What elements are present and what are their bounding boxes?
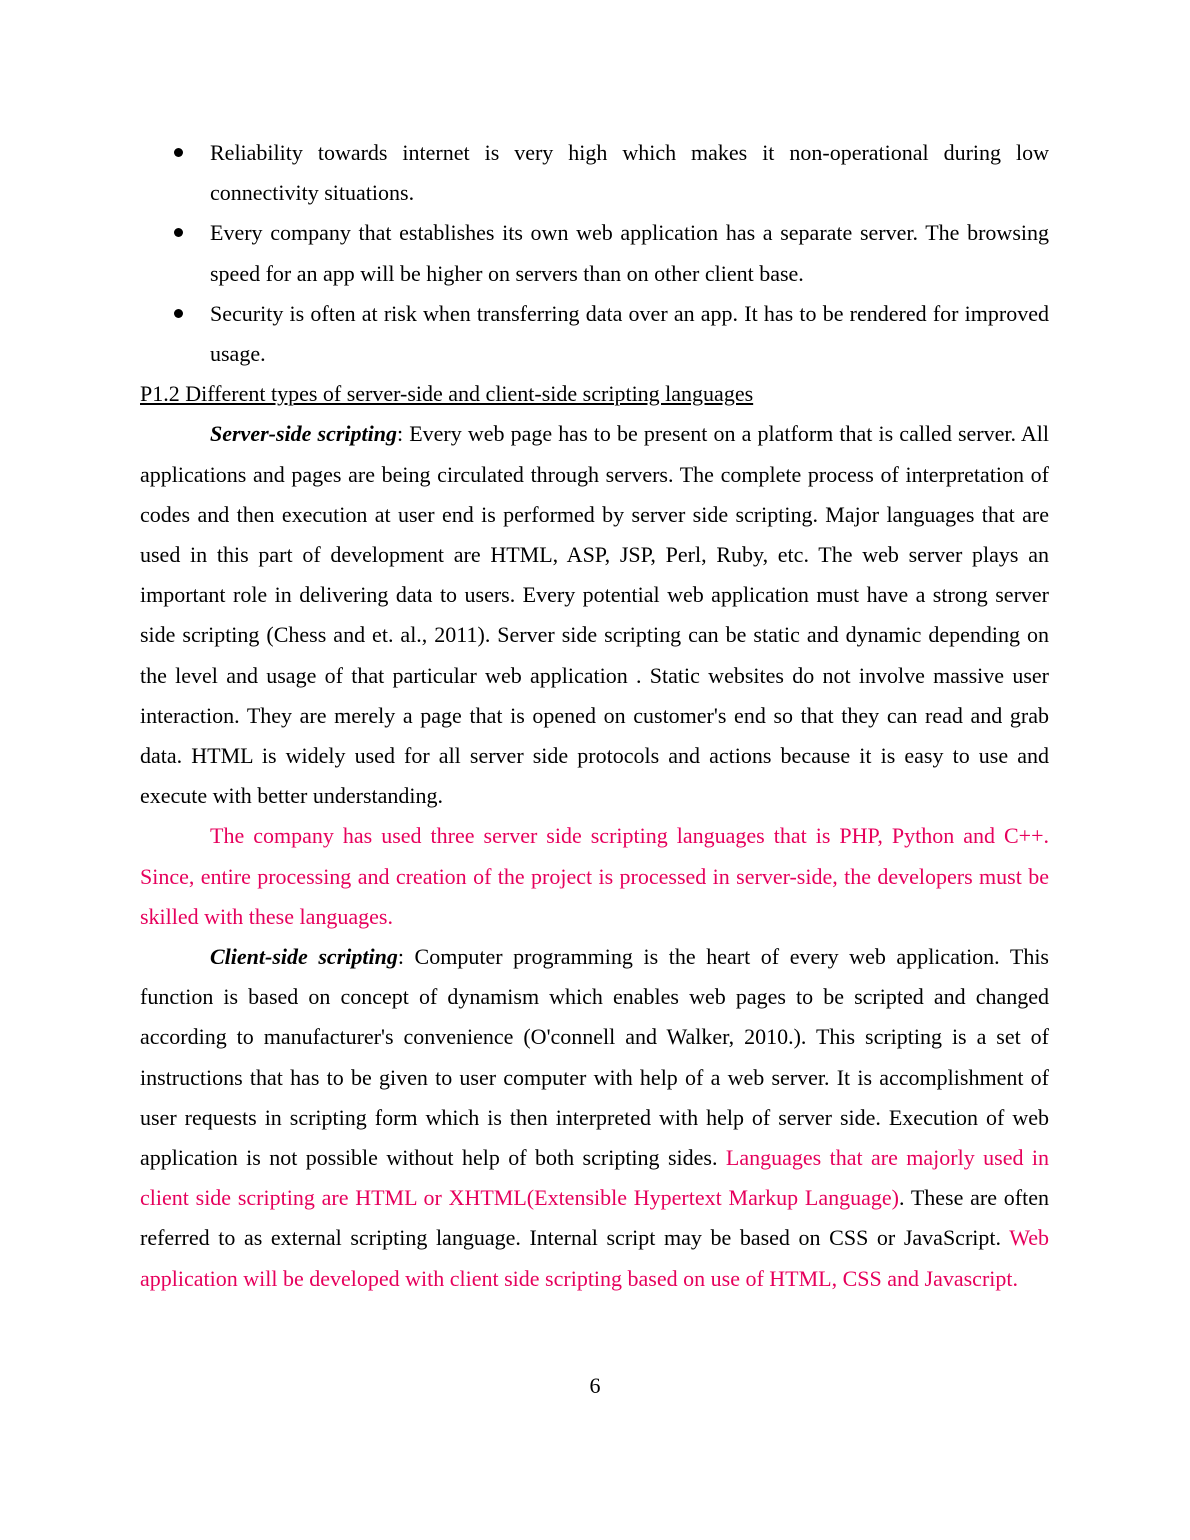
bullet-text: Reliability towards internet is very high which makes it non-operational during low connectivity situations. [210, 140, 1049, 206]
bullet-icon [174, 228, 183, 237]
client-side-text-2: . These are often referred to as external scripting language. Internal script may be based on CSS or JavaScript. [140, 1185, 1049, 1251]
bullet-icon [174, 309, 183, 318]
list-item [140, 294, 1049, 374]
server-side-paragraph [140, 414, 1049, 816]
list-item [140, 133, 1049, 213]
bullet-text: Security is often at risk when transferring data over an app. It has to be rendered for improved usage. [210, 300, 1049, 367]
server-side-text: : Every web page has to be present on a platform that is called server. All applications and pages are being circulated through servers. The complete process of interpretation of codes and then execution at user end is performed by server side scripting. Major languages that are used in this part of development are HTML, ASP, JSP, Perl, Ruby, etc. The web server plays an important role in delivering data to users. Every potential web application must have a strong server side scripting (Chess and et. al., 2011). Server side scripting can be static and dynamic depending on the level and usage of that particular web application . Static websites do not involve massive user interaction. They are merely a page that is opened on customer's end so that they can read and grab data. HTML is widely used for all server side protocols and actions because it is easy to use and execute with better understanding. [140, 421, 1049, 809]
company-note-paragraph: The company has used three server side scripting languages that is PHP, Python and C++. Since, entire processing and creation of the project is processed in server-side, the developers must be skilled with these languages. [140, 823, 1049, 929]
client-side-term: Client-side scripting [210, 944, 398, 970]
bullet-icon [174, 148, 183, 157]
bullet-list [140, 133, 1049, 374]
list-item [140, 213, 1049, 293]
client-side-text-1: : Computer programming is the heart of every web application. This function is based on concept of dynamism which enables web pages to be scripted and changed according to manufacturer's convenience (O'connell and Walker, 2010.). This scripting is a set of instructions that has to be given to user computer with help of a web server. It is accomplishment of user requests in scripting form which is then interpreted with help of server side. Execution of web application is not possible without help of both scripting sides. [140, 944, 1049, 1171]
client-side-highlight-2: Web application will be developed with client side scripting based on use of HTML, CSS and Javascript. [140, 1225, 1049, 1291]
client-side-paragraph [140, 937, 1049, 1299]
section-heading: P1.2 Different types of server-side and client-side scripting languages [140, 381, 754, 407]
client-side-highlight-1: Languages that are majorly used in client side scripting are HTML or XHTML(Extensible Hypertext Markup Language) [140, 1145, 1049, 1211]
server-side-term: Server-side scripting [210, 421, 397, 447]
page-number: 6 [589, 1373, 601, 1398]
bullet-text: Every company that establishes its own web application has a separate server. The browsing speed for an app will be higher on servers than on other client base. [210, 220, 1049, 286]
document-body [140, 133, 1049, 1299]
